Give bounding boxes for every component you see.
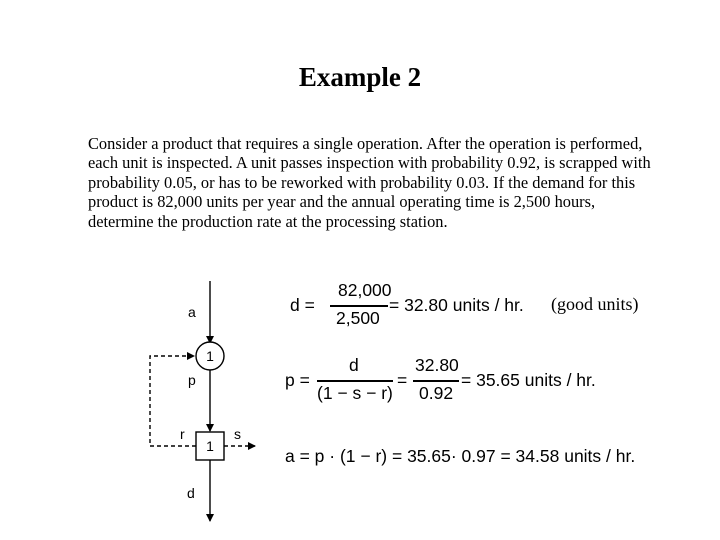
- eq3-text: a = p · (1 − r) = 35.65· 0.97 = 34.58 units / hr.: [285, 446, 636, 466]
- label-a: a: [188, 304, 196, 320]
- eq2-mid-equals: =: [397, 370, 408, 390]
- flow-diagram: [130, 275, 270, 525]
- label-p: p: [188, 372, 196, 388]
- problem-statement: Consider a product that requires a single operation. After the operation is performed, each unit is inspected. A unit passes inspection with probability 0.92, is scrapped with probability 0.05, or has to be reworked with probability 0.03. If the demand for this product is 82,000 units per year and the annual operating time is 2,500 hours, determine the production rate at the processing station.: [88, 134, 651, 231]
- eq2-fraction-bar-2: [413, 380, 459, 382]
- inspection-box-label: 1: [206, 438, 214, 454]
- eq1-denominator: 2,500: [336, 308, 380, 328]
- label-s: s: [234, 426, 241, 442]
- eq1-rhs: = 32.80 units / hr.: [389, 295, 524, 315]
- slide-title: Example 2: [298, 62, 422, 92]
- process-node-label: 1: [206, 348, 214, 364]
- equation-production-rate: [285, 355, 705, 405]
- label-d: d: [187, 485, 195, 501]
- equation-demand-rate: [290, 280, 710, 330]
- eq2-numerator: d: [349, 355, 359, 375]
- eq1-numerator: 82,000: [338, 280, 392, 300]
- rework-loop-line: [150, 356, 196, 446]
- eq2-fraction-bar: [317, 380, 393, 382]
- eq2-lhs: p =: [285, 370, 310, 390]
- good-units-note: (good units): [551, 294, 639, 314]
- eq2-denominator-2: 0.92: [419, 383, 454, 403]
- eq1-lhs: d =: [290, 295, 315, 315]
- eq2-numerator-2: 32.80: [415, 355, 459, 375]
- eq1-fraction-bar: [330, 305, 388, 307]
- eq2-denominator: (1 − s − r): [317, 383, 393, 403]
- eq2-rhs: = 35.65 units / hr.: [461, 370, 596, 390]
- equation-input-rate: [285, 446, 705, 470]
- label-r: r: [180, 426, 185, 442]
